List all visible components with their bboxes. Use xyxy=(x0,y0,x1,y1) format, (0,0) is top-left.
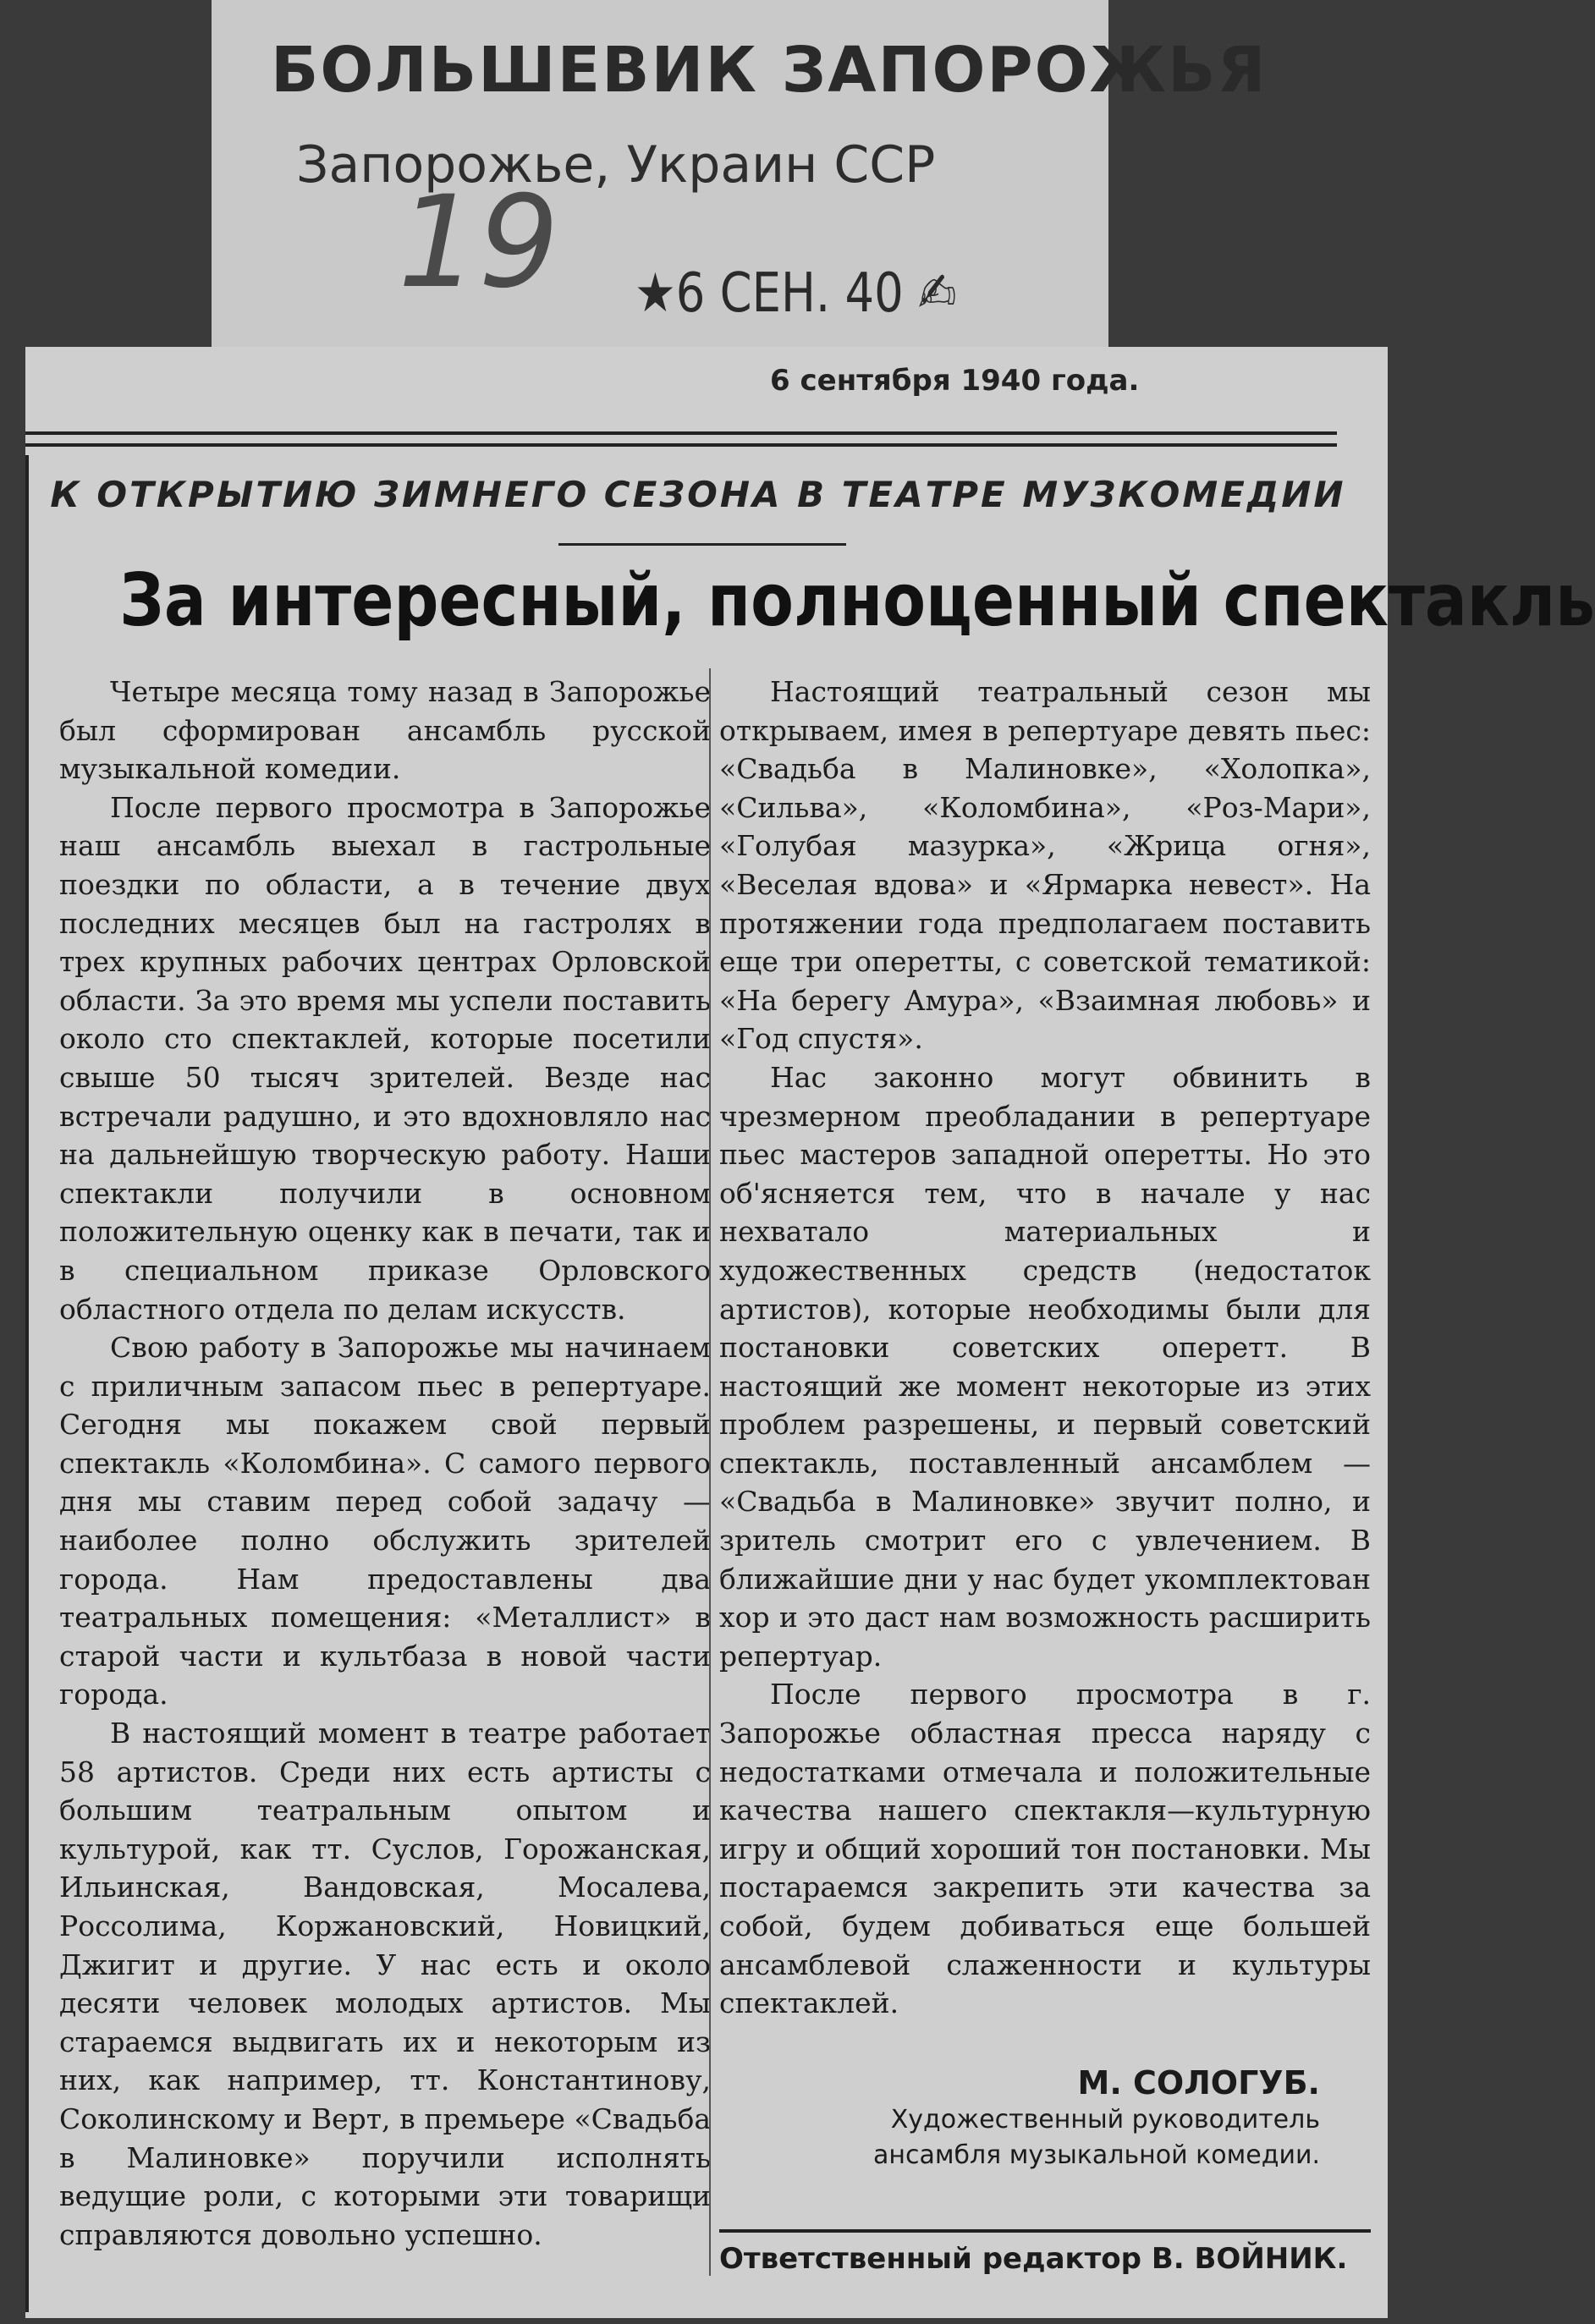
newspaper-title: БОЛЬШЕВИК ЗАПОРОЖЬЯ xyxy=(271,34,1268,107)
handwritten-number: 19 xyxy=(398,169,559,316)
paragraph: Настоящий театральный сезон мы открываем, имея в репертуаре девять пьес: «Свадьба в Малиновке», «Холопка», «Сильва», «Коломбина», «Роз-Мари», «Голубая мазурка», «Жрица огня», «Веселая вдова» и «Ярмарка невест». На протяжении года предполагаем поставить еще три оперетты, с советской тематикой: «На берегу Амура», «Взаимная любовь» и «Год спустя». xyxy=(719,675,1371,1056)
paragraph: Свою работу в Запорожье мы начинаем с приличным запасом пьес в репертуаре. Сегодня мы покажем свой первый спектакль «Коломбина». С самого первого дня мы ставим перед собой задачу — наиболее полно обслужить зрителей города. Нам предоставлены два театральных помещения: «Металлист» в старой части и культбаза в новой части города. xyxy=(59,1331,711,1711)
paragraph: После первого просмотра в г. Запорожье областная пресса наряду с недостатками отмечала и положительные качества нашего спектакля—культурную игру и общий хороший тон постановки. Мы постараемся закрепить эти качества за собой, будем добиваться еще большей ансамблевой слаженности и культуры спектаклей. xyxy=(719,1678,1371,2020)
responsible-editor: Ответственный редактор В. ВОЙНИК. xyxy=(719,2242,1348,2276)
date-stamp: ★6 СЕН. 40 ✍ xyxy=(635,262,957,325)
author-role: Художественный руководитель xyxy=(890,2105,1320,2134)
top-rule xyxy=(25,431,1337,447)
paragraph: После первого просмотра в Запорожье наш ансамбль выехал в гастрольные поездки по области, а в течение двух последних месяцев был на гастролях в трех крупных рабочих центрах Орловской области. За это время мы успели поставить около сто спектаклей, которые посетили свыше 50 тысяч зрителей. Везде нас встречали радушно, и это вдохновляло нас на дальнейшую творческую работу. Наши спектакли получили в основном положительную оценку как в печати, так и в специальном приказе Орловского областного отдела по делам искусств. xyxy=(59,790,711,1326)
column-divider xyxy=(709,668,711,2276)
paragraph: В настоящий момент в театре работает 58 артистов. Среди них есть артисты с большим театральным опытом и культурой, как тт. Суслов, Горожанская, Ильинская, Вандовская, Мосалева, Россолима, Коржановский, Новицкий, Джигит и другие. У нас есть и около десяти человек молодых артистов. Мы стараемся выдвигать их и некоторым из них, как например, тт. Константинову, Соколинскому и Верт, в премьере «Свадьба в Малиновке» поручили исполнять ведущие роли, с которыми эти товарищи справляются довольно успешно. xyxy=(59,1717,711,2251)
issue-date: 6 сентября 1940 года. xyxy=(770,364,1140,398)
article-column-right xyxy=(719,673,1371,2023)
newspaper-city: Запорожье, Украин ССР xyxy=(296,135,936,195)
newspaper-clipping xyxy=(25,347,1595,2318)
archive-label-card xyxy=(212,0,1268,355)
article-headline: За интересный, полноценный спектакль xyxy=(119,558,1595,643)
editor-divider xyxy=(719,2229,1371,2233)
article-signature xyxy=(719,2064,1371,2173)
paragraph: Нас законно могут обвинить в чрезмерном преобладании в репертуаре пьес мастеров западной оперетты. Но это об'ясняется тем, что в начале у нас нехватало материальных и художественных средств (недостаток артистов), которые необходимы были для постановки советских оперетт. В настоящий же момент некоторые из этих проблем разрешены, и первый советский спектакль, поставленный ансамблем — «Свадьба в Малиновке» звучит полно, и зритель смотрит его с увлечением. В ближайшие дни у нас будет укомплектован хор и это даст нам возможность расширить репертуар. xyxy=(719,1060,1371,1673)
article-column-left xyxy=(59,673,711,2254)
author-role: ансамбля музыкальной комедии. xyxy=(873,2140,1320,2170)
rubric-divider xyxy=(558,543,846,546)
article-rubric: К ОТКРЫТИЮ ЗИМНЕГО СЕЗОНА В ТЕАТРЕ МУЗКОМЕДИИ xyxy=(50,474,1346,515)
author-name: М. СОЛОГУБ. xyxy=(1077,2064,1320,2101)
paragraph: Четыре месяца тому назад в Запорожье был сформирован ансамбль русской музыкальной комедии. xyxy=(59,675,711,786)
